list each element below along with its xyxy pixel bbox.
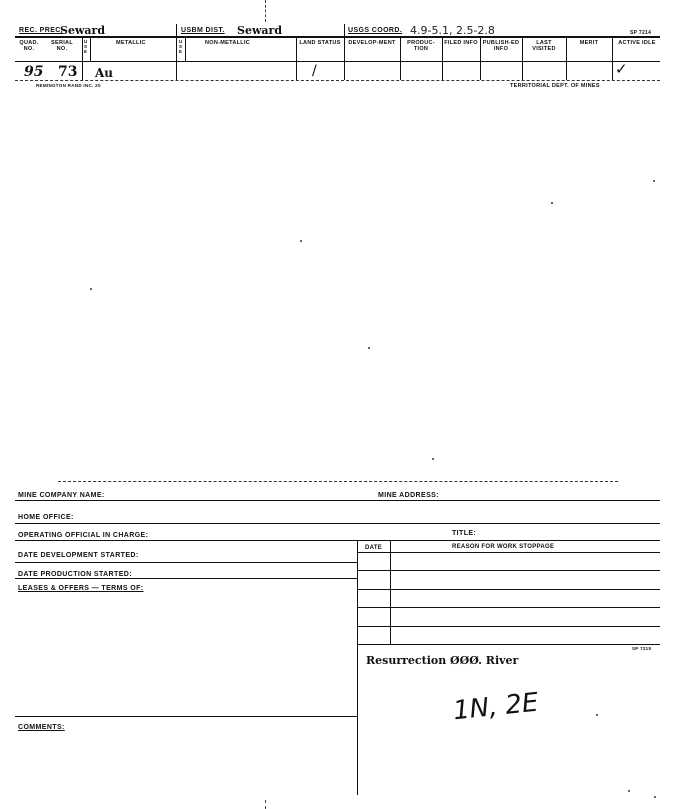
col-use-nonmetallic: U S E — [179, 39, 183, 54]
date-development-started-label: DATE DEVELOPMENT STARTED: — [18, 552, 139, 559]
row-land-status: / — [312, 63, 317, 79]
reason-col-label: REASON FOR WORK STOPPAGE — [452, 544, 555, 550]
col-development: DEVELOP-MENT — [348, 40, 396, 46]
printer-imprint: REMINGTON RAND INC. 20 — [36, 83, 101, 88]
rec-prec-label: REC. PREC. — [19, 27, 64, 34]
form-number-top: SP 7214 — [630, 30, 652, 36]
col-filed-info: FILED INFO — [444, 40, 478, 46]
rec-prec-value: Seward — [60, 24, 106, 37]
operating-official-label: OPERATING OFFICIAL IN CHARGE: — [18, 532, 149, 539]
row-quad-no: 95 — [24, 64, 44, 80]
col-active-idle: ACTIVE IDLE — [618, 40, 656, 46]
col-non-metallic: NON-METALLIC — [205, 40, 251, 46]
col-land-status: LAND STATUS — [299, 40, 341, 46]
location-typed: Resurrection ØØØ. River — [366, 654, 519, 667]
comments-label: COMMENTS: — [18, 724, 65, 731]
mine-address-label: MINE ADDRESS: — [378, 492, 439, 499]
usbm-dist-value: Seward — [237, 24, 283, 37]
row-serial-no: 73 — [58, 64, 78, 80]
leases-offers-label: LEASES & OFFERS — TERMS OF: — [18, 585, 144, 592]
usbm-dist-label: USBM DIST. — [181, 27, 225, 34]
col-quad-no: QUAD. NO. — [19, 40, 39, 52]
col-production: PRODUC-TION — [407, 40, 435, 52]
col-merit: MERIT — [579, 40, 599, 46]
fold-mark-bottom — [265, 800, 266, 809]
date-production-started-label: DATE PRODUCTION STARTED: — [18, 571, 132, 578]
row-metallic-value: Au — [95, 66, 114, 80]
form-number-bottom: SP 7215 — [632, 646, 652, 651]
col-published-info: PUBLISH-ED INFO — [482, 40, 520, 52]
location-handwritten: 1N, 2E — [451, 687, 540, 727]
col-metallic: METALLIC — [116, 40, 146, 46]
title-label: TITLE: — [452, 530, 477, 537]
col-use-metallic: U S E — [84, 39, 88, 54]
territorial-dept-imprint: TERRITORIAL DEPT. OF MINES — [510, 83, 600, 89]
row-active-idle-check: ✓ — [615, 60, 628, 78]
usgs-coord-value: 4.9-5.1, 2.5-2.8 — [410, 24, 495, 37]
date-col-label: DATE — [365, 545, 383, 551]
usgs-coord-label: USGS COORD. — [348, 27, 403, 34]
fold-mark-top — [265, 0, 266, 22]
col-serial-no: SERIAL NO. — [51, 40, 73, 52]
col-last-visited: LAST VISITED — [532, 40, 556, 52]
home-office-label: HOME OFFICE: — [18, 514, 74, 521]
mine-company-name-label: MINE COMPANY NAME: — [18, 492, 105, 499]
